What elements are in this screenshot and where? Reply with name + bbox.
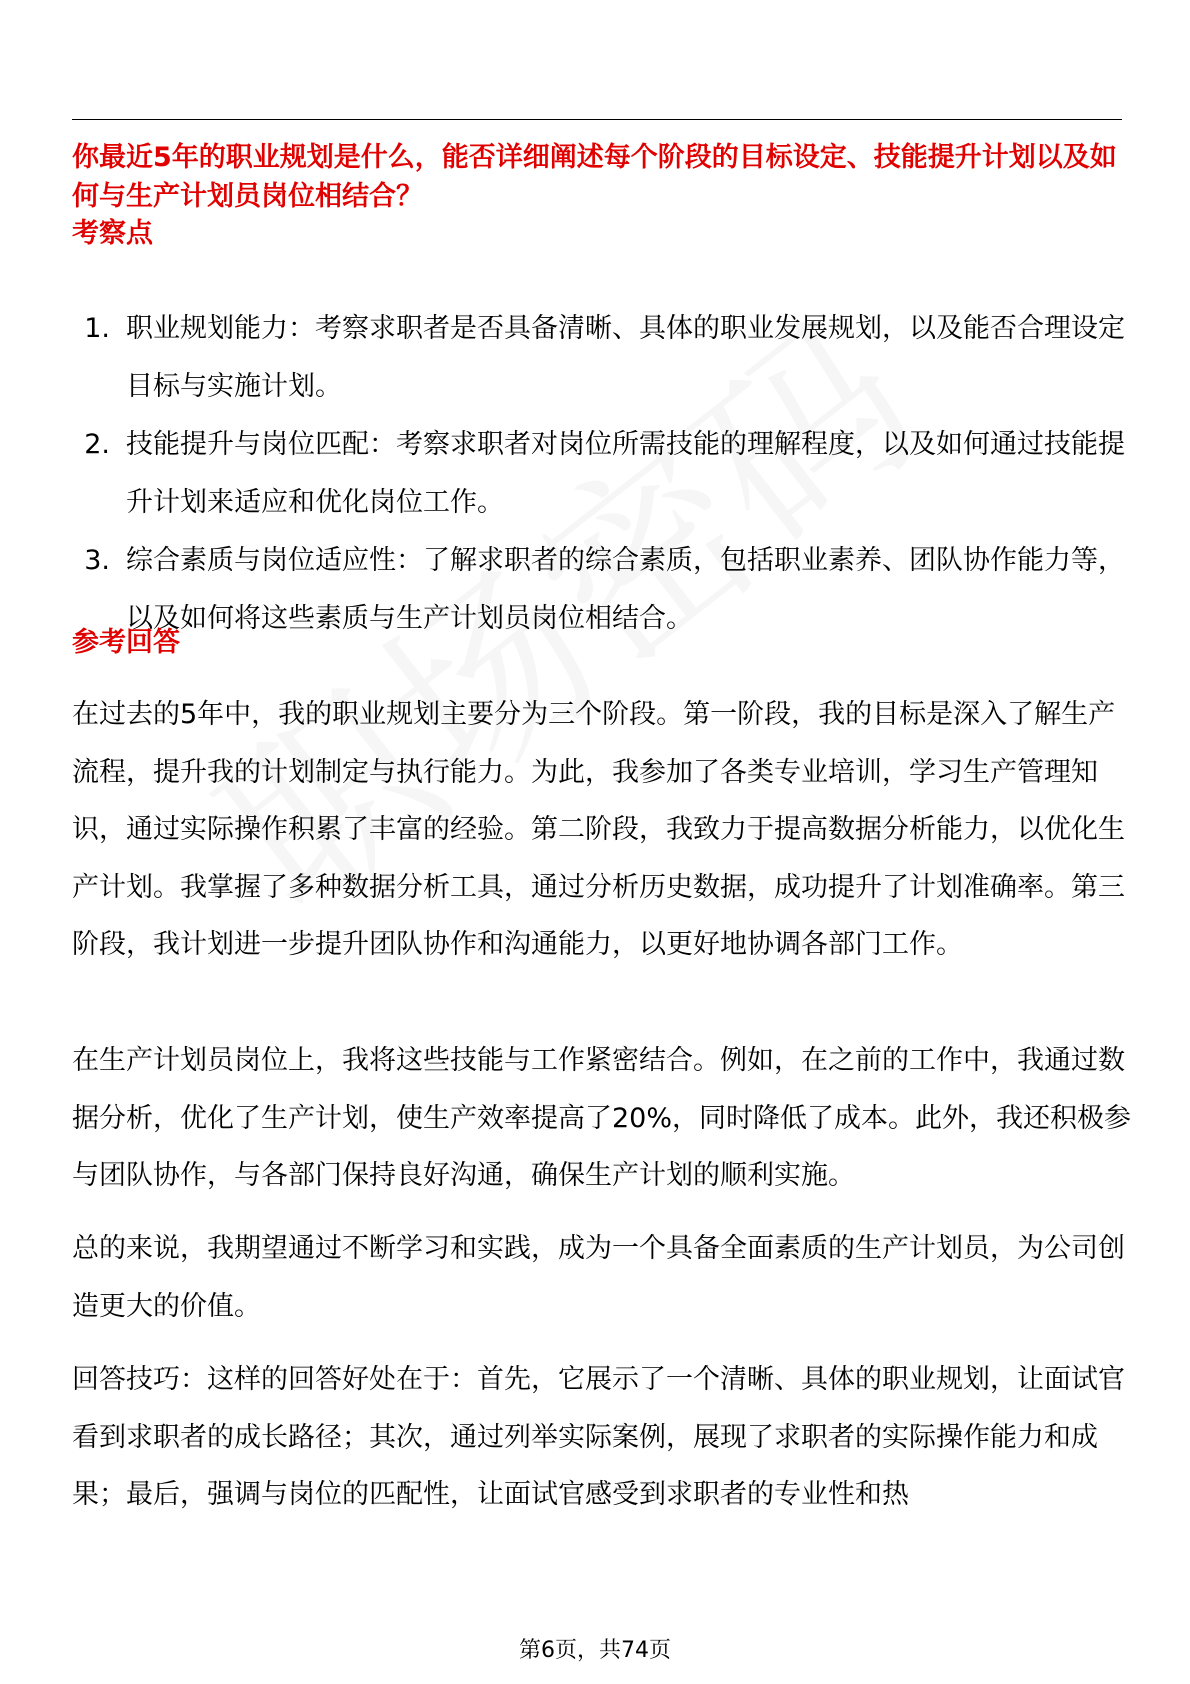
assessment-list: [72, 300, 1132, 648]
item-text: 综合素质与岗位适应性：了解求职者的综合素质，包括职业素养、团队协作能力等，以及如何将这些素质与生产计划员岗位相结合。: [126, 545, 1125, 634]
assessment-heading: 考察点: [72, 218, 153, 249]
question-title: 你最近5年的职业规划是什么，能否详细阐述每个阶段的目标设定、技能提升计划以及如何与生产计划员岗位相结合？: [72, 142, 1117, 212]
answer-tips: 回答技巧：这样的回答好处在于：首先，它展示了一个清晰、具体的职业规划，让面试官看到求职者的成长路径；其次，通过列举实际案例，展现了求职者的实际操作能力和成果；最后，强调与岗位的匹配性，让面试官感受到求职者的专业性和热: [72, 1364, 1125, 1510]
answer-paragraph-1: 在过去的5年中，我的职业规划主要分为三个阶段。第一阶段，我的目标是深入了解生产流程，提升我的计划制定与执行能力。为此，我参加了各类专业培训，学习生产管理知识，通过实际操作积累了丰富的经验。第二阶段，我致力于提高数据分析能力，以优化生产计划。我掌握了多种数据分析工具，通过分析历史数据，成功提升了计划准确率。第三阶段，我计划进一步提升团队协作和沟通能力，以更好地协调各部门工作。: [72, 699, 1125, 960]
answer-heading: 参考回答: [72, 627, 180, 658]
answer-paragraph-2: 在生产计划员岗位上，我将这些技能与工作紧密结合。例如，在之前的工作中，我通过数据分析，优化了生产计划，使生产效率提高了20%，同时降低了成本。此外，我还积极参与团队协作，与各部门保持良好沟通，确保生产计划的顺利实施。: [72, 1045, 1132, 1191]
page-number: 第6页，共74页: [519, 1638, 671, 1663]
assessment-item: [72, 300, 1132, 416]
header-rule: [72, 119, 1122, 120]
assessment-item: [72, 532, 1132, 648]
item-number: 3.: [84, 545, 110, 576]
item-text: 技能提升与岗位匹配：考察求职者对岗位所需技能的理解程度，以及如何通过技能提升计划来适应和优化岗位工作。: [126, 429, 1125, 518]
item-number: 2.: [84, 429, 110, 460]
item-text: 职业规划能力：考察求职者是否具备清晰、具体的职业发展规划，以及能否合理设定目标与实施计划。: [126, 313, 1125, 402]
answer-paragraph-3: 总的来说，我期望通过不断学习和实践，成为一个具备全面素质的生产计划员，为公司创造更大的价值。: [72, 1233, 1125, 1322]
assessment-item: [72, 416, 1132, 532]
item-number: 1.: [84, 313, 110, 344]
